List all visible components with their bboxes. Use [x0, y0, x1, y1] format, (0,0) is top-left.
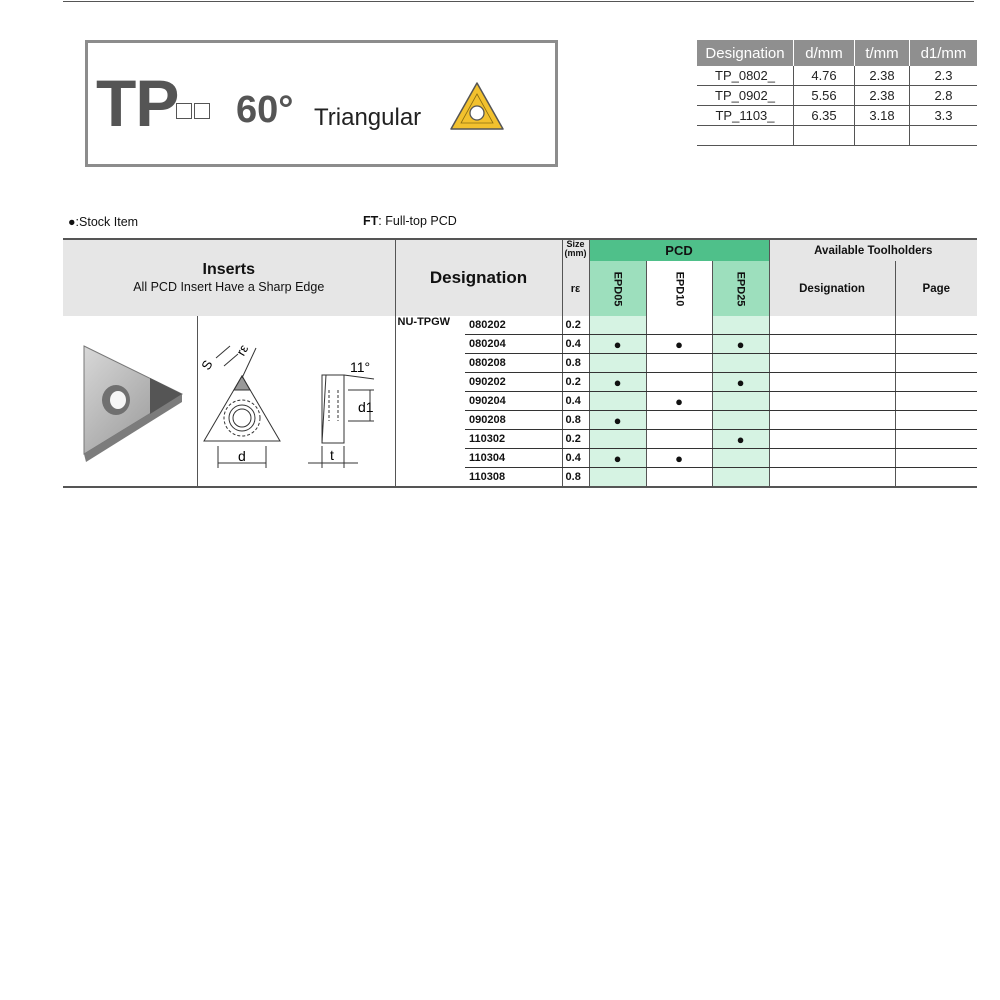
insert-technical-drawing [198, 326, 396, 476]
pcd-header: PCD [589, 239, 769, 261]
stock-mark-epd05 [589, 354, 646, 373]
toolholder-page-cell [895, 411, 977, 430]
toolholder-designation-cell [769, 468, 895, 488]
dims-header-d: d/mm [794, 40, 855, 66]
drawing-label-t: t [329, 447, 334, 463]
table-row [63, 316, 977, 335]
designation-header: Designation [395, 239, 562, 316]
dims-cell: TP_1103_ [697, 106, 794, 126]
insert-code: 090208 [465, 411, 562, 430]
grade-header-epd25 [712, 261, 769, 316]
stock-mark-epd10 [646, 316, 712, 335]
dims-cell [855, 126, 910, 146]
dims-cell: 2.38 [855, 86, 910, 106]
dims-cell: 3.18 [855, 106, 910, 126]
toolholder-page-cell [895, 449, 977, 468]
product-table [63, 238, 977, 488]
grade-label: EPD05 [611, 271, 624, 306]
insert-code: 110304 [465, 449, 562, 468]
toolholder-designation-cell [769, 316, 895, 335]
stock-mark-epd10: ● [646, 449, 712, 468]
dims-header-t: t/mm [855, 40, 910, 66]
toolholder-page-cell [895, 335, 977, 354]
dims-cell: 2.38 [855, 66, 910, 86]
dims-cell: 4.76 [794, 66, 855, 86]
legend-stock-item: ●:Stock Item [68, 215, 139, 229]
stock-mark-epd10: ● [646, 335, 712, 354]
stock-mark-epd05 [589, 468, 646, 488]
placeholder-box [194, 103, 210, 119]
dims-cell [910, 126, 978, 146]
dims-row [697, 86, 977, 106]
stock-mark-epd05: ● [589, 373, 646, 392]
corner-radius: 0.4 [562, 392, 589, 411]
drawing-label-d: d [237, 448, 246, 464]
corner-radius: 0.4 [562, 335, 589, 354]
corner-radius: 0.2 [562, 430, 589, 449]
toolholder-page-cell [895, 373, 977, 392]
drawing-label-s: S [197, 357, 216, 373]
toolholder-page-cell [895, 354, 977, 373]
insert-photo-cell [63, 316, 197, 487]
dims-cell: 2.8 [910, 86, 978, 106]
stock-mark-epd05 [589, 316, 646, 335]
dims-cell: TP_0802_ [697, 66, 794, 86]
insert-code: 110308 [465, 468, 562, 488]
dims-cell: 2.3 [910, 66, 978, 86]
toolholder-designation-cell [769, 392, 895, 411]
toolholder-page-cell [895, 316, 977, 335]
toolholder-designation-cell [769, 411, 895, 430]
toolholder-page-cell [895, 430, 977, 449]
stock-mark-epd25 [712, 468, 769, 488]
dims-cell [794, 126, 855, 146]
legend-full-top [363, 214, 457, 228]
dims-row [697, 106, 977, 126]
dims-header-row [697, 40, 977, 66]
series-title: TP [96, 66, 179, 140]
stock-mark-epd25 [712, 411, 769, 430]
insert-code: 110302 [465, 430, 562, 449]
dims-cell: TP_0902_ [697, 86, 794, 106]
stock-mark-epd10 [646, 468, 712, 488]
corner-radius: 0.8 [562, 468, 589, 488]
toolholder-page-cell [895, 392, 977, 411]
title-box [85, 40, 558, 167]
insert-drawing-cell [197, 316, 395, 487]
toolholder-designation-cell [769, 354, 895, 373]
size-header: Size (mm) [562, 239, 589, 261]
legend-ft-key: FT [363, 214, 379, 228]
re-header: rε [562, 261, 589, 316]
dims-cell: 5.56 [794, 86, 855, 106]
legend-ft-text: : Full-top PCD [378, 214, 457, 228]
toolholder-designation-cell [769, 449, 895, 468]
dims-row [697, 66, 977, 86]
dims-header-d1: d1/mm [910, 40, 978, 66]
stock-mark-epd25 [712, 392, 769, 411]
grade-label: EPD25 [734, 271, 747, 306]
stock-mark-epd05 [589, 392, 646, 411]
stock-mark-epd05 [589, 430, 646, 449]
toolholder-designation-cell [769, 335, 895, 354]
dims-cell [697, 126, 794, 146]
shape-label: Triangular [314, 104, 422, 131]
stock-mark-epd05: ● [589, 449, 646, 468]
product-rows [63, 316, 977, 487]
dims-cell: 3.3 [910, 106, 978, 126]
stock-mark-epd10: ● [646, 392, 712, 411]
toolholder-designation-cell [769, 430, 895, 449]
corner-radius: 0.2 [562, 316, 589, 335]
inserts-title: Inserts [202, 261, 255, 278]
corner-radius: 0.4 [562, 449, 589, 468]
corner-radius: 0.8 [562, 411, 589, 430]
placeholder-box [176, 103, 192, 119]
stock-mark-epd10 [646, 354, 712, 373]
stock-mark-epd10 [646, 411, 712, 430]
stock-mark-epd10 [646, 373, 712, 392]
toolholder-designation-header: Designation [769, 261, 895, 316]
placeholder-boxes [176, 103, 210, 119]
angle-label: 60° [236, 89, 294, 131]
toolholder-page-header: Page [895, 261, 977, 316]
stock-mark-epd05: ● [589, 411, 646, 430]
top-rule [63, 1, 974, 2]
insert-code: 080202 [465, 316, 562, 335]
insert-photo [70, 336, 190, 466]
drawing-label-d1: d1 [357, 399, 374, 415]
toolholders-header: Available Toolholders [769, 239, 977, 261]
inserts-subtitle: All PCD Insert Have a Sharp Edge [133, 280, 325, 294]
dims-row [697, 126, 977, 146]
grade-header-epd10 [646, 261, 712, 316]
stock-mark-epd25: ● [712, 335, 769, 354]
stock-mark-epd25: ● [712, 373, 769, 392]
drawing-label-angle: 11° [349, 359, 370, 375]
drawing-label-re: rε [232, 341, 251, 359]
grade-label: EPD10 [673, 271, 686, 306]
series-name: NU-TPGW [395, 316, 465, 487]
corner-radius: 0.8 [562, 354, 589, 373]
insert-code: 090202 [465, 373, 562, 392]
stock-mark-epd05: ● [589, 335, 646, 354]
header-row-1 [63, 239, 977, 261]
toolholder-page-cell [895, 468, 977, 488]
dimensions-table [697, 40, 977, 146]
product-table-wrap [63, 238, 977, 488]
corner-radius: 0.2 [562, 373, 589, 392]
stock-mark-epd10 [646, 430, 712, 449]
stock-mark-epd25 [712, 449, 769, 468]
stock-mark-epd25 [712, 316, 769, 335]
inserts-header [63, 239, 395, 316]
stock-mark-epd25 [712, 354, 769, 373]
insert-code: 080208 [465, 354, 562, 373]
triangle-insert-icon [448, 80, 506, 132]
insert-code: 080204 [465, 335, 562, 354]
insert-code: 090204 [465, 392, 562, 411]
stock-mark-epd25: ● [712, 430, 769, 449]
grade-header-epd05 [589, 261, 646, 316]
dims-cell: 6.35 [794, 106, 855, 126]
toolholder-designation-cell [769, 373, 895, 392]
dims-header-designation: Designation [697, 40, 794, 66]
